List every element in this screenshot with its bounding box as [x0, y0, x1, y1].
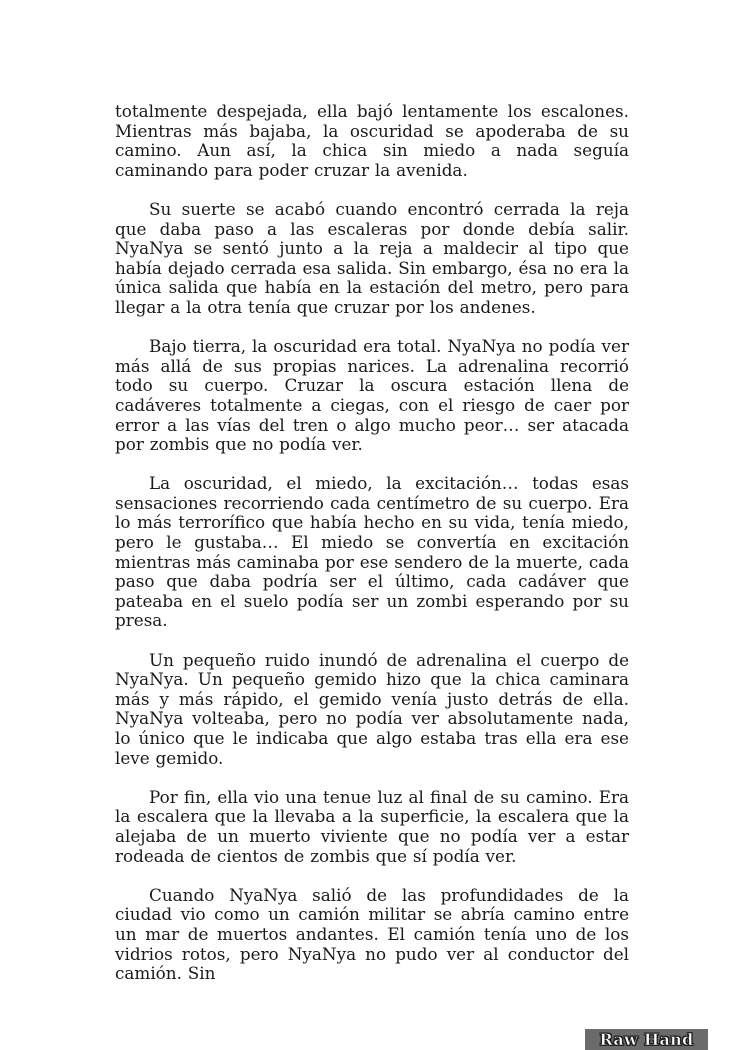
page-text — [115, 102, 629, 1003]
paragraph-4: La oscuridad, el miedo, la excitación… todas esas sensaciones recorriendo cada centímetro de su cuerpo. Era lo más terrorífico que había hecho en su vida, tenía miedo, pero le gustaba… El miedo se convertía en excitación mientras más caminaba por ese sendero de la muerte, cada paso que daba podría ser el último, cada cadáver que pateaba en el suelo podía ser un zombi esperando por su presa. — [115, 473, 629, 631]
paragraph-6: Por fin, ella vio una tenue luz al final de su camino. Era la escalera que la llevaba a la superficie, la escalera que la alejaba de un muerto viviente que no podía ver a estar rodeada de cientos de zombis que sí podía ver. — [115, 786, 629, 866]
paragraph-7: Cuando NyaNya salió de las profundidades de la ciudad vio como un camión militar se abría camino entre un mar de muertos andantes. El camión tenía uno de los vidrios rotos, pero NyaNya no pudo ver al conductor del camión. Sin — [115, 884, 629, 984]
paragraph-2: Su suerte se acabó cuando encontró cerrada la reja que daba paso a las escaleras por donde debía salir. NyaNya se sentó junto a la reja a maldecir al tipo que había dejado cerrada esa salida. Sin embargo, ésa no era la única salida que había en la estación del metro, pero para llegar a la otra tenía que cruzar por los andenes. — [115, 198, 629, 317]
paragraph-5: Un pequeño ruido inundó de adrenalina el cuerpo de NyaNya. Un pequeño gemido hizo que la chica caminara más y más rápido, el gemido venía justo detrás de ella. NyaNya volteaba, pero no podía ver absolutamente nada, lo único que le indicaba que algo estaba tras ella era ese leve gemido. — [115, 649, 629, 768]
paragraph-3: Bajo tierra, la oscuridad era total. NyaNya no podía ver más allá de sus propias narices. La adrenalina recorrió todo su cuerpo. Cruzar la oscura estación llena de cadáveres totalmente a ciegas, con el riesgo de caer por error a las vías del tren o algo mucho peor… ser atacada por zombis que no podía ver. — [115, 336, 629, 455]
paragraph-1: totalmente despejada, ella bajó lentamente los escalones. Mientras más bajaba, la oscuridad se apoderaba de su camino. Aun así, la chica sin miedo a nada seguía caminando para poder cruzar la avenida. — [115, 101, 629, 180]
watermark-logo: Raw Hand — [585, 1029, 708, 1050]
